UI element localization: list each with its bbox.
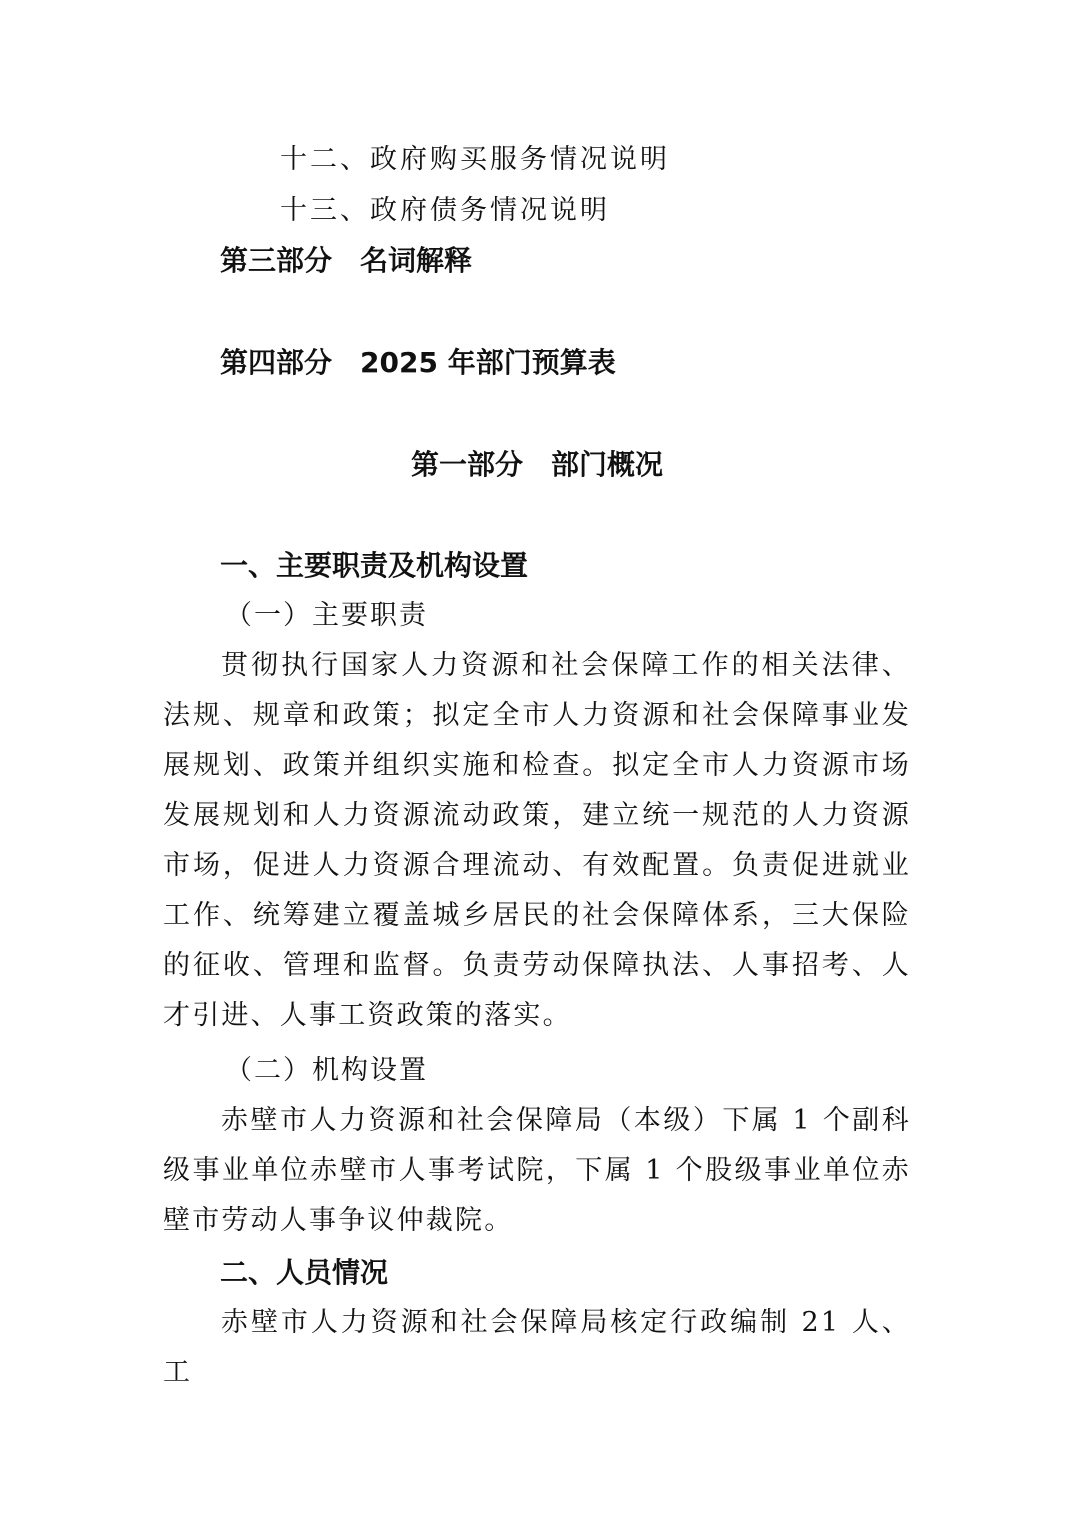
section-2-paragraph: 赤壁市人力资源和社会保障局核定行政编制 21 人、工 (163, 1307, 911, 1388)
toc-part-3-title: 名词解释 (360, 244, 473, 277)
subsection-1-title: （一）主要职责 (225, 600, 428, 631)
subsection-2-title: （二）机构设置 (225, 1055, 428, 1086)
section-1-title: 一、主要职责及机构设置 (220, 549, 529, 582)
subsection-2-paragraph: 赤壁市人力资源和社会保障局（本级）下属 1 个副科级事业单位赤壁市人事考试院，下属 1 个股级事业单位赤壁市劳动人事争议仲裁院。 (163, 1105, 911, 1236)
part-1-title: 部门概况 (551, 448, 664, 481)
toc-part-4-label: 第四部分 (220, 346, 333, 379)
subsection-1-paragraph: 贯彻执行国家人力资源和社会保障工作的相关法律、法规、规章和政策；拟定全市人力资源和社会保障事业发展规划、政策并组织实施和检查。拟定全市人力资源市场发展规划和人力资源流动政策，建立统一规范的人力资源市场，促进人力资源合理流动、有效配置。负责促进就业工作、统筹建立覆盖城乡居民的社会保障体系，三大保险的征收、管理和监督。负责劳动保障执法、人事招考、人才引进、人事工资政策的落实。 (163, 650, 911, 1031)
part-1-label: 第一部分 (410, 448, 523, 481)
section-2-title: 二、人员情况 (220, 1256, 389, 1289)
toc-part-3 (220, 244, 473, 277)
toc-part-4 (220, 346, 616, 379)
part-1-heading (0, 448, 1074, 481)
toc-part-4-title: 2025 年部门预算表 (360, 346, 616, 379)
toc-part-3-label: 第三部分 (220, 244, 333, 277)
toc-item-12: 十二、政府购买服务情况说明 (280, 144, 670, 175)
toc-item-13: 十三、政府债务情况说明 (280, 195, 610, 226)
